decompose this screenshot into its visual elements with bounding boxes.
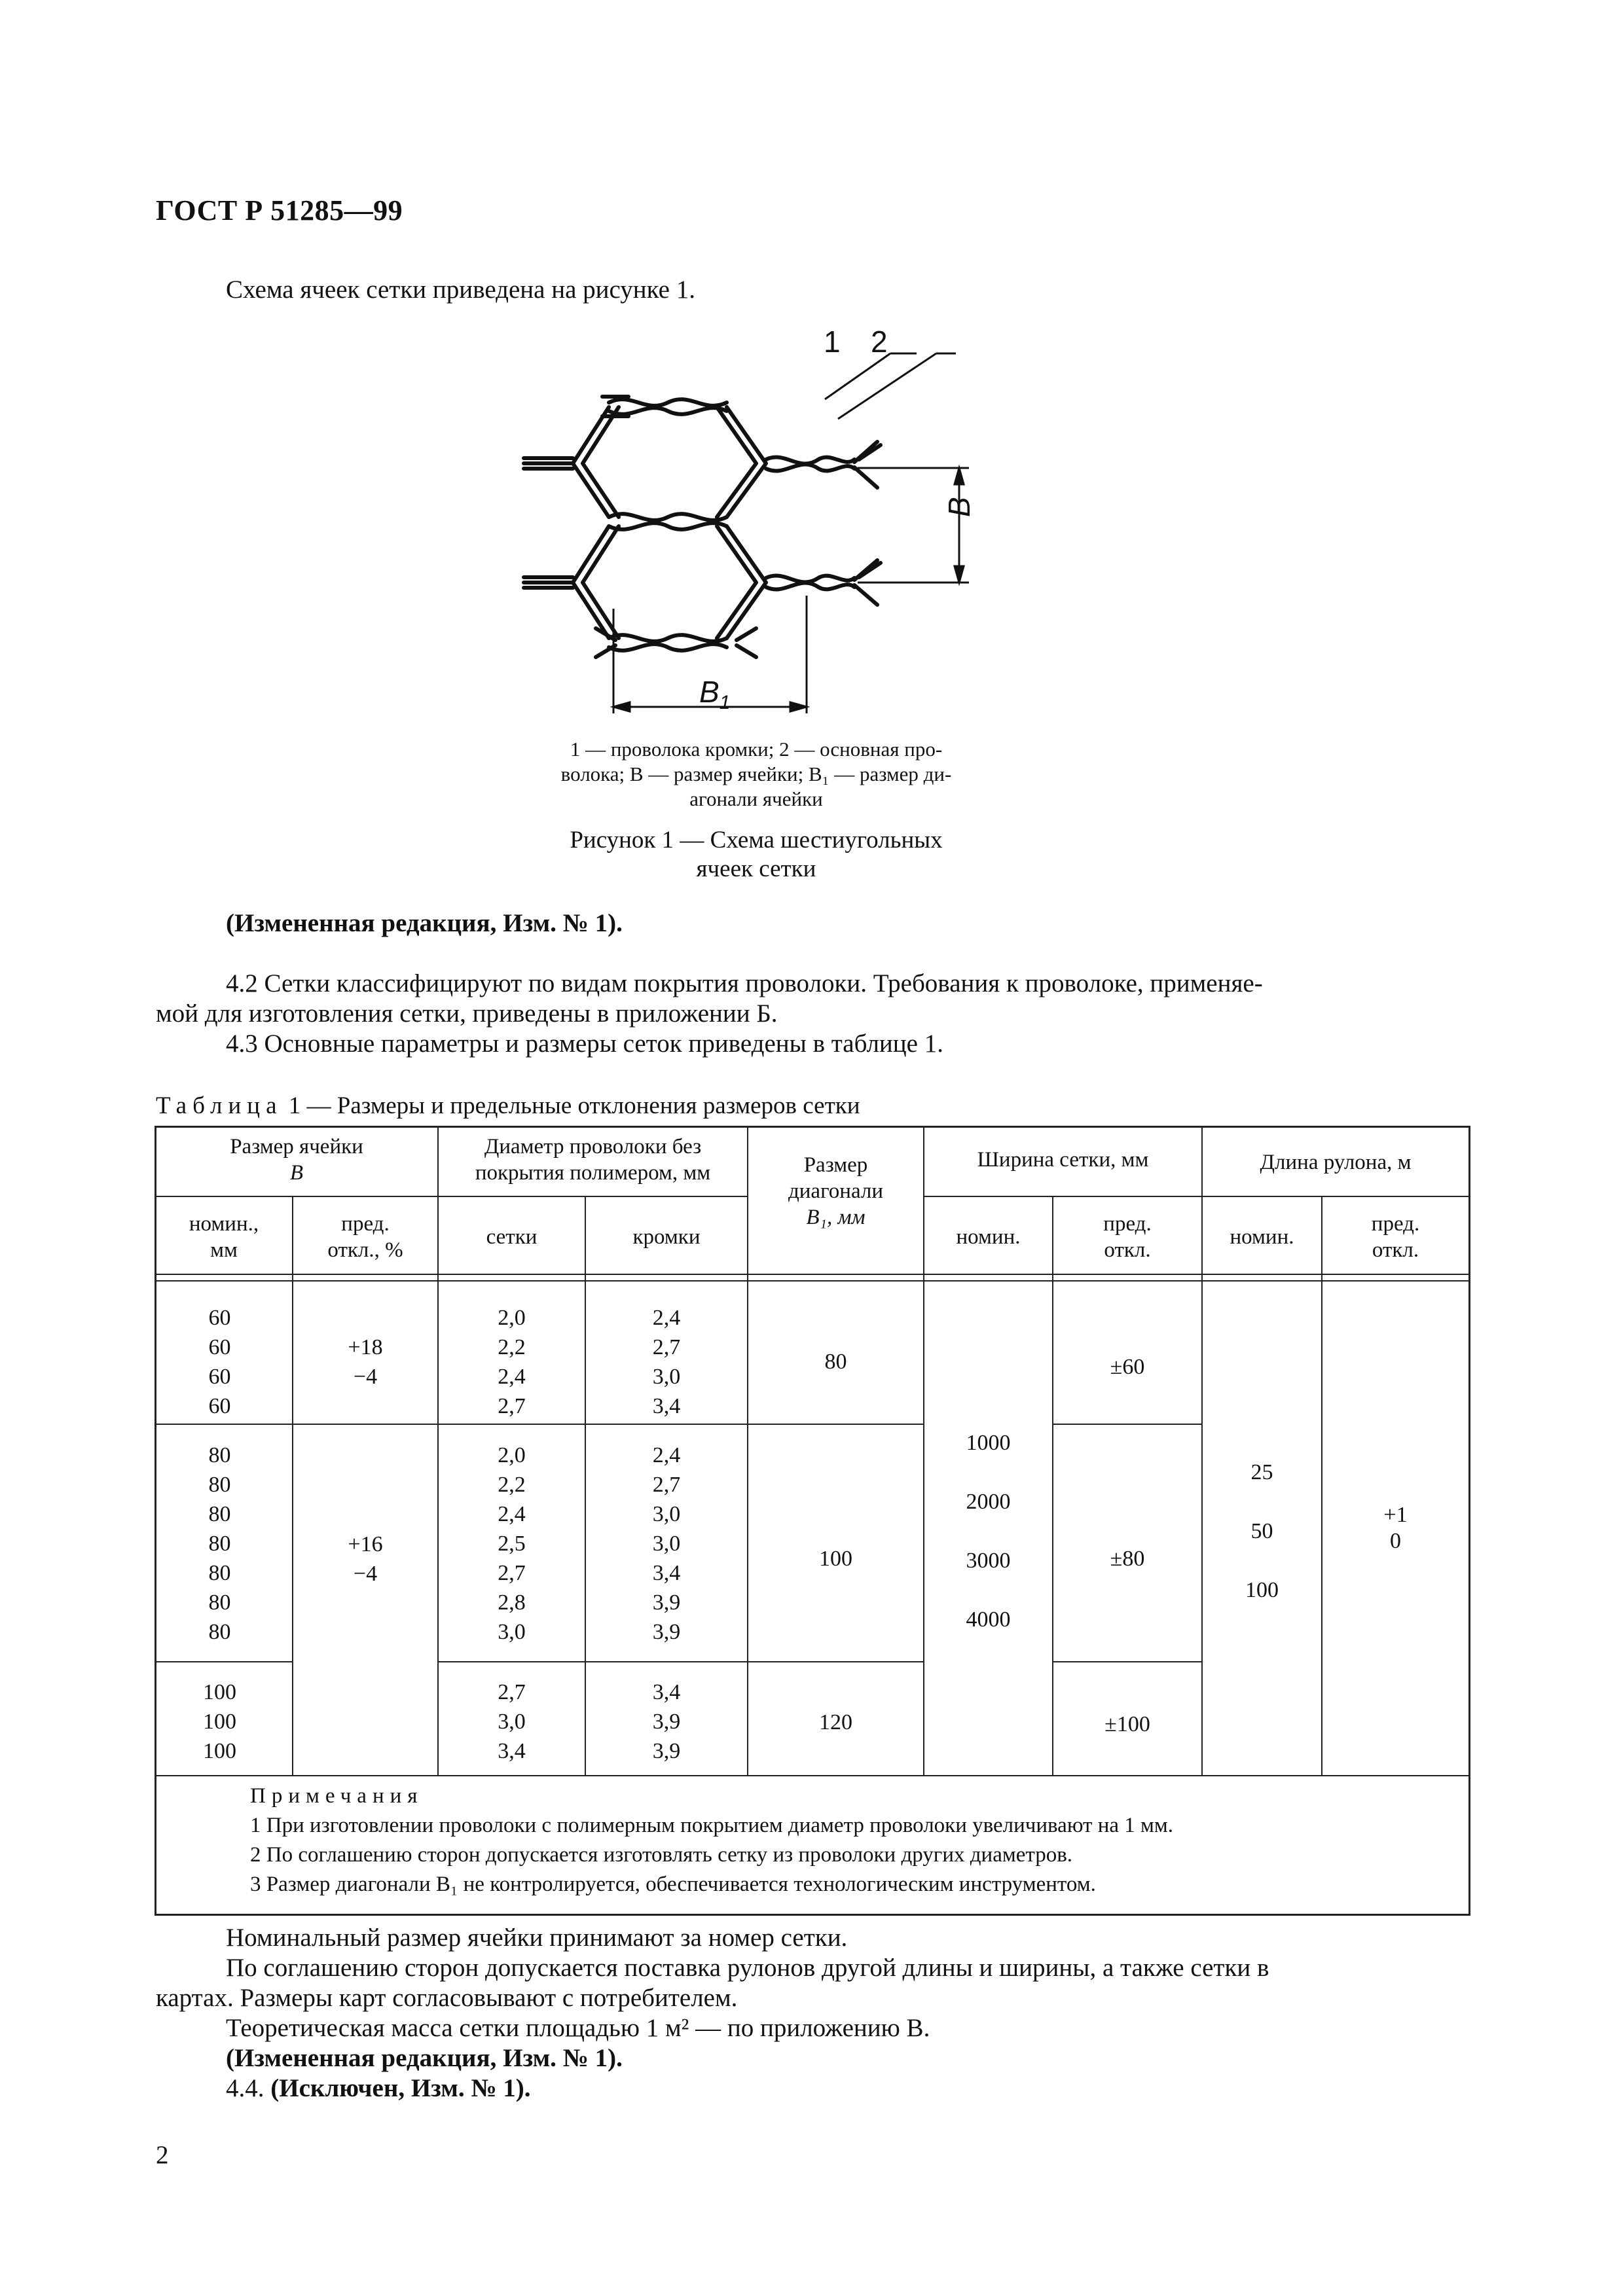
paragraph-4-3: 4.3 Основные параметры и размеры сеток приведены в таблице 1. [226,1030,943,1058]
paragraph-agreement-cont: картах. Размеры карт согласовывают с потребителем. [156,1984,738,2012]
document-header: ГОСТ Р 51285—99 [156,194,403,226]
subheader-length-nom: номин. [1230,1225,1294,1249]
hexagon-upper [573,407,766,517]
group1-edge-diameters: 2,4 2,7 3,0 3,4 [652,1306,681,1418]
group2-diagonal: 100 [819,1547,852,1571]
note-2: 2 По соглашению сторон допускается изготовлять сетку из проволоки других диаметров. [250,1843,1073,1867]
paragraph-agreement: По соглашению сторон допускается поставка рулонов другой длины и ширины, а также сетки в [226,1954,1269,1982]
item-4-4: 4.4. (Исключен, Изм. № 1). [226,2074,531,2102]
note-3: 3 Размер диагонали B₁ не контролируется, обеспечивается технологическим инструментом. [250,1873,1096,1896]
paragraph-4-2: 4.2 Сетки классифицируют по видам покрытия проволоки. Требования к проволоке, применяе- [226,969,1263,997]
group1-cell-sizes: 60 60 60 60 [208,1306,231,1418]
subheader-nom-mm: номин., мм [189,1212,259,1262]
header-diagonal: Размер диагонали B₁, мм [788,1153,884,1229]
table-title: Таблица 1 — Размеры и предельные отклонения размеров сетки [156,1092,860,1119]
subheader-width-dev: пред. откл. [1103,1212,1152,1262]
group1-width-deviation: ±60 [1110,1355,1145,1379]
subheader-mesh: сетки [486,1225,538,1249]
subheader-dev-pct: пред. откл., % [327,1212,403,1262]
revision-note-2: (Измененная редакция, Изм. № 1). [226,2044,623,2072]
group2-mesh-diameters: 2,0 2,2 2,4 2,5 2,7 2,8 3,0 [498,1443,526,1644]
callout-leader-1 [825,353,890,399]
hexagon-lower [573,526,766,638]
subheader-length-dev: пред. откл. [1371,1212,1420,1262]
width-nominal-values: 1000 2000 3000 4000 [966,1431,1011,1632]
paragraph-theoretical-mass: Теоретическая масса сетки площадью 1 м² — по приложению В. [226,2014,930,2042]
group1-diagonal: 80 [824,1350,847,1374]
group3-width-deviation: ±100 [1104,1712,1150,1736]
paragraph-nominal-size: Номинальный размер ячейки принимают за номер сетки. [226,1924,848,1952]
paragraph-4-2-cont: мой для изготовления сетки, приведены в приложении Б. [156,999,778,1028]
figure-caption: Рисунок 1 — Схема шестиугольных ячеек сетки [570,827,943,882]
group2-cell-deviation: +16 −4 [348,1532,383,1586]
subheader-width-nom: номин. [956,1225,1021,1249]
figure-legend: 1 — проволока кромки; 2 — основная про- волока; B — размер ячейки; B₁ — размер ди- агонали ячейки [560,738,952,810]
subheader-edge: кромки [632,1225,701,1249]
group2-cell-sizes: 80 80 80 80 80 80 80 [208,1443,231,1644]
callout-leader-2 [838,353,936,419]
group1-mesh-diameters: 2,0 2,2 2,4 2,7 [498,1306,526,1418]
group3-edge-diameters: 3,4 3,9 3,9 [652,1680,681,1763]
header-cell-size: Размер ячейки B [230,1135,363,1185]
length-deviation: +1 0 [1383,1503,1408,1553]
group3-diagonal: 120 [819,1710,852,1734]
intro-paragraph: Схема ячеек сетки приведена на рисунке 1. [226,276,695,304]
group3-mesh-diameters: 2,7 3,0 3,4 [498,1680,526,1763]
figure-callout-1: 1 [824,325,841,359]
group2-width-deviation: ±80 [1110,1547,1145,1571]
length-nominal-values: 25 50 100 [1245,1460,1279,1602]
notes-title: Примечания [250,1784,424,1808]
page-number: 2 [156,2141,169,2169]
twisted-wire-top [609,399,727,406]
note-1: 1 При изготовлении проволоки с полимерным покрытием диаметр проволоки увеличивают на 1 мм. [250,1814,1174,1837]
header-wire-diameter: Диаметр проволоки без покрытия полимером, мм [475,1135,711,1185]
figure-callout-2: 2 [871,325,888,359]
mesh-cell-diagram [511,321,1008,740]
group1-cell-deviation: +18 −4 [348,1335,383,1389]
figure-dim-B1-label: $B_1$ [699,675,731,714]
group2-edge-diameters: 2,4 2,7 3,0 3,0 3,4 3,9 3,9 [652,1443,681,1644]
group3-cell-sizes: 100 100 100 [203,1680,236,1763]
figure-dim-B-label: B [942,497,976,517]
header-length: Длина рулона, м [1260,1151,1412,1174]
header-width: Ширина сетки, мм [977,1148,1149,1172]
revision-note: (Измененная редакция, Изм. № 1). [226,909,623,937]
